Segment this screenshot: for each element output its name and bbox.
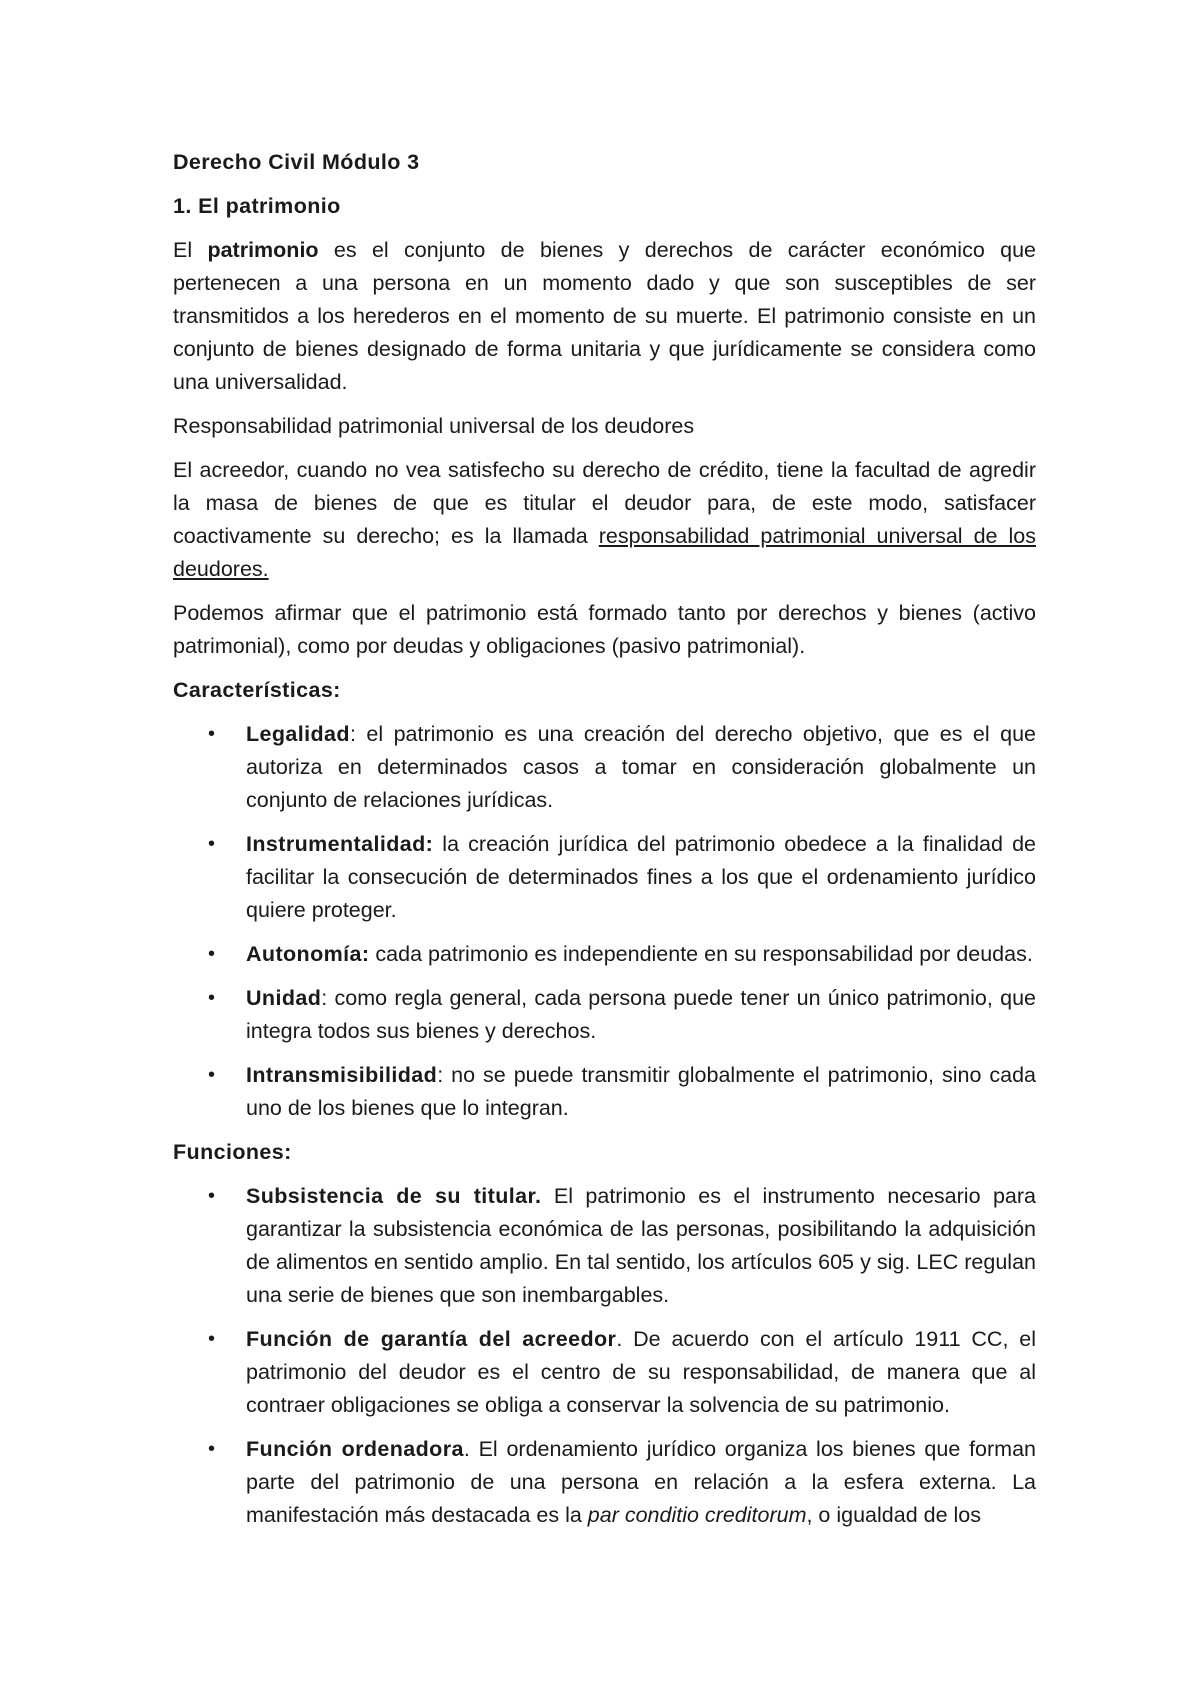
item-text: El patrimonio es el instrumento necesario para garantizar la subsistencia económica de las personas, posibilitando la adquisición de alimentos en sentido amplio. En tal sentido, los artículos 605 y sig. LEC regulan una serie de bienes que son inembargables. xyxy=(246,1184,1037,1307)
list-item xyxy=(173,718,1036,817)
list-item xyxy=(173,1180,1036,1312)
composition-paragraph: Podemos afirmar que el patrimonio está formado tanto por derechos y bienes (activo patrimonial), como por deudas y obligaciones (pasivo patrimonial). xyxy=(173,601,1036,658)
item-italic: par conditio creditorum xyxy=(587,1503,807,1527)
item-text: : el patrimonio es una creación del derecho objetivo, que es el que autoriza en determinados casos a tomar en consideración globalmente un conjunto de relaciones jurídicas. xyxy=(246,722,1036,812)
intro-term: patrimonio xyxy=(207,238,319,262)
bullet-icon: • xyxy=(208,1328,216,1350)
creditor-text: El acreedor, cuando no vea satisfecho su derecho de crédito, tiene la facultad de agredir la masa de bienes de que es titular el deudor para, de este modo, satisfacer coactivamente su derecho; es la llamada xyxy=(173,458,1036,548)
creditor-paragraph xyxy=(173,454,1036,586)
bullet-icon: • xyxy=(208,833,216,855)
characteristics-heading: Características: xyxy=(173,678,341,702)
item-term: Unidad xyxy=(246,986,322,1010)
list-item xyxy=(173,1433,1036,1532)
document-title: Derecho Civil Módulo 3 xyxy=(173,150,420,174)
functions-heading: Funciones: xyxy=(173,1140,292,1164)
item-text: . El ordenamiento jurídico organiza los bienes que forman parte del patrimonio de una persona en relación a la esfera externa. La manifestación más destacada es la xyxy=(246,1437,1036,1527)
list-item xyxy=(173,1323,1036,1422)
item-term: Legalidad xyxy=(246,722,350,746)
intro-prefix: El xyxy=(173,238,208,262)
document-body xyxy=(173,146,1036,1543)
item-term: Intransmisibilidad xyxy=(246,1063,438,1087)
bullet-icon: • xyxy=(208,943,216,965)
characteristics-list xyxy=(173,718,1036,1125)
bullet-icon: • xyxy=(208,987,216,1009)
item-term: Instrumentalidad: xyxy=(246,832,434,856)
bullet-icon: • xyxy=(208,1064,216,1086)
item-term: Función de garantía del acreedor xyxy=(246,1327,617,1351)
intro-text: es el conjunto de bienes y derechos de carácter económico que pertenecen a una persona en un momento dado y que son susceptibles de ser transmitidos a los herederos en el momento de su muerte. El patrimonio consiste en un conjunto de bienes designado de forma unitaria y que jurídicamente se considera como una universalidad. xyxy=(173,238,1036,394)
list-item xyxy=(173,938,1036,971)
item-text: . De acuerdo con el artículo 1911 CC, el patrimonio del deudor es el centro de su responsabilidad, de manera que al contraer obligaciones se obliga a conservar la solvencia de su patrimonio. xyxy=(246,1327,1036,1417)
item-text: : no se puede transmitir globalmente el patrimonio, sino cada uno de los bienes que lo integran. xyxy=(246,1063,1036,1120)
item-term: Autonomía: xyxy=(246,942,370,966)
item-text: cada patrimonio es independiente en su responsabilidad por deudas. xyxy=(369,942,1033,966)
underlined-term: responsabilidad patrimonial universal de los deudores. xyxy=(173,524,1036,581)
item-term: Subsistencia de su titular. xyxy=(246,1184,542,1208)
list-item xyxy=(173,1059,1036,1125)
list-item xyxy=(173,982,1036,1048)
bullet-icon: • xyxy=(208,1438,216,1460)
list-item xyxy=(173,828,1036,927)
item-tail: , o igualdad de los xyxy=(806,1503,982,1527)
bullet-icon: • xyxy=(208,1185,216,1207)
item-term: Función ordenadora xyxy=(246,1437,464,1461)
section-heading: 1. El patrimonio xyxy=(173,194,341,218)
subheading: Responsabilidad patrimonial universal de los deudores xyxy=(173,414,695,438)
item-text: : como regla general, cada persona puede tener un único patrimonio, que integra todos sus bienes y derechos. xyxy=(246,986,1036,1043)
item-text: la creación jurídica del patrimonio obedece a la finalidad de facilitar la consecución de determinados fines a los que el ordenamiento jurídico quiere proteger. xyxy=(246,832,1036,922)
intro-paragraph xyxy=(173,234,1036,399)
functions-list xyxy=(173,1180,1036,1532)
bullet-icon: • xyxy=(208,723,216,745)
